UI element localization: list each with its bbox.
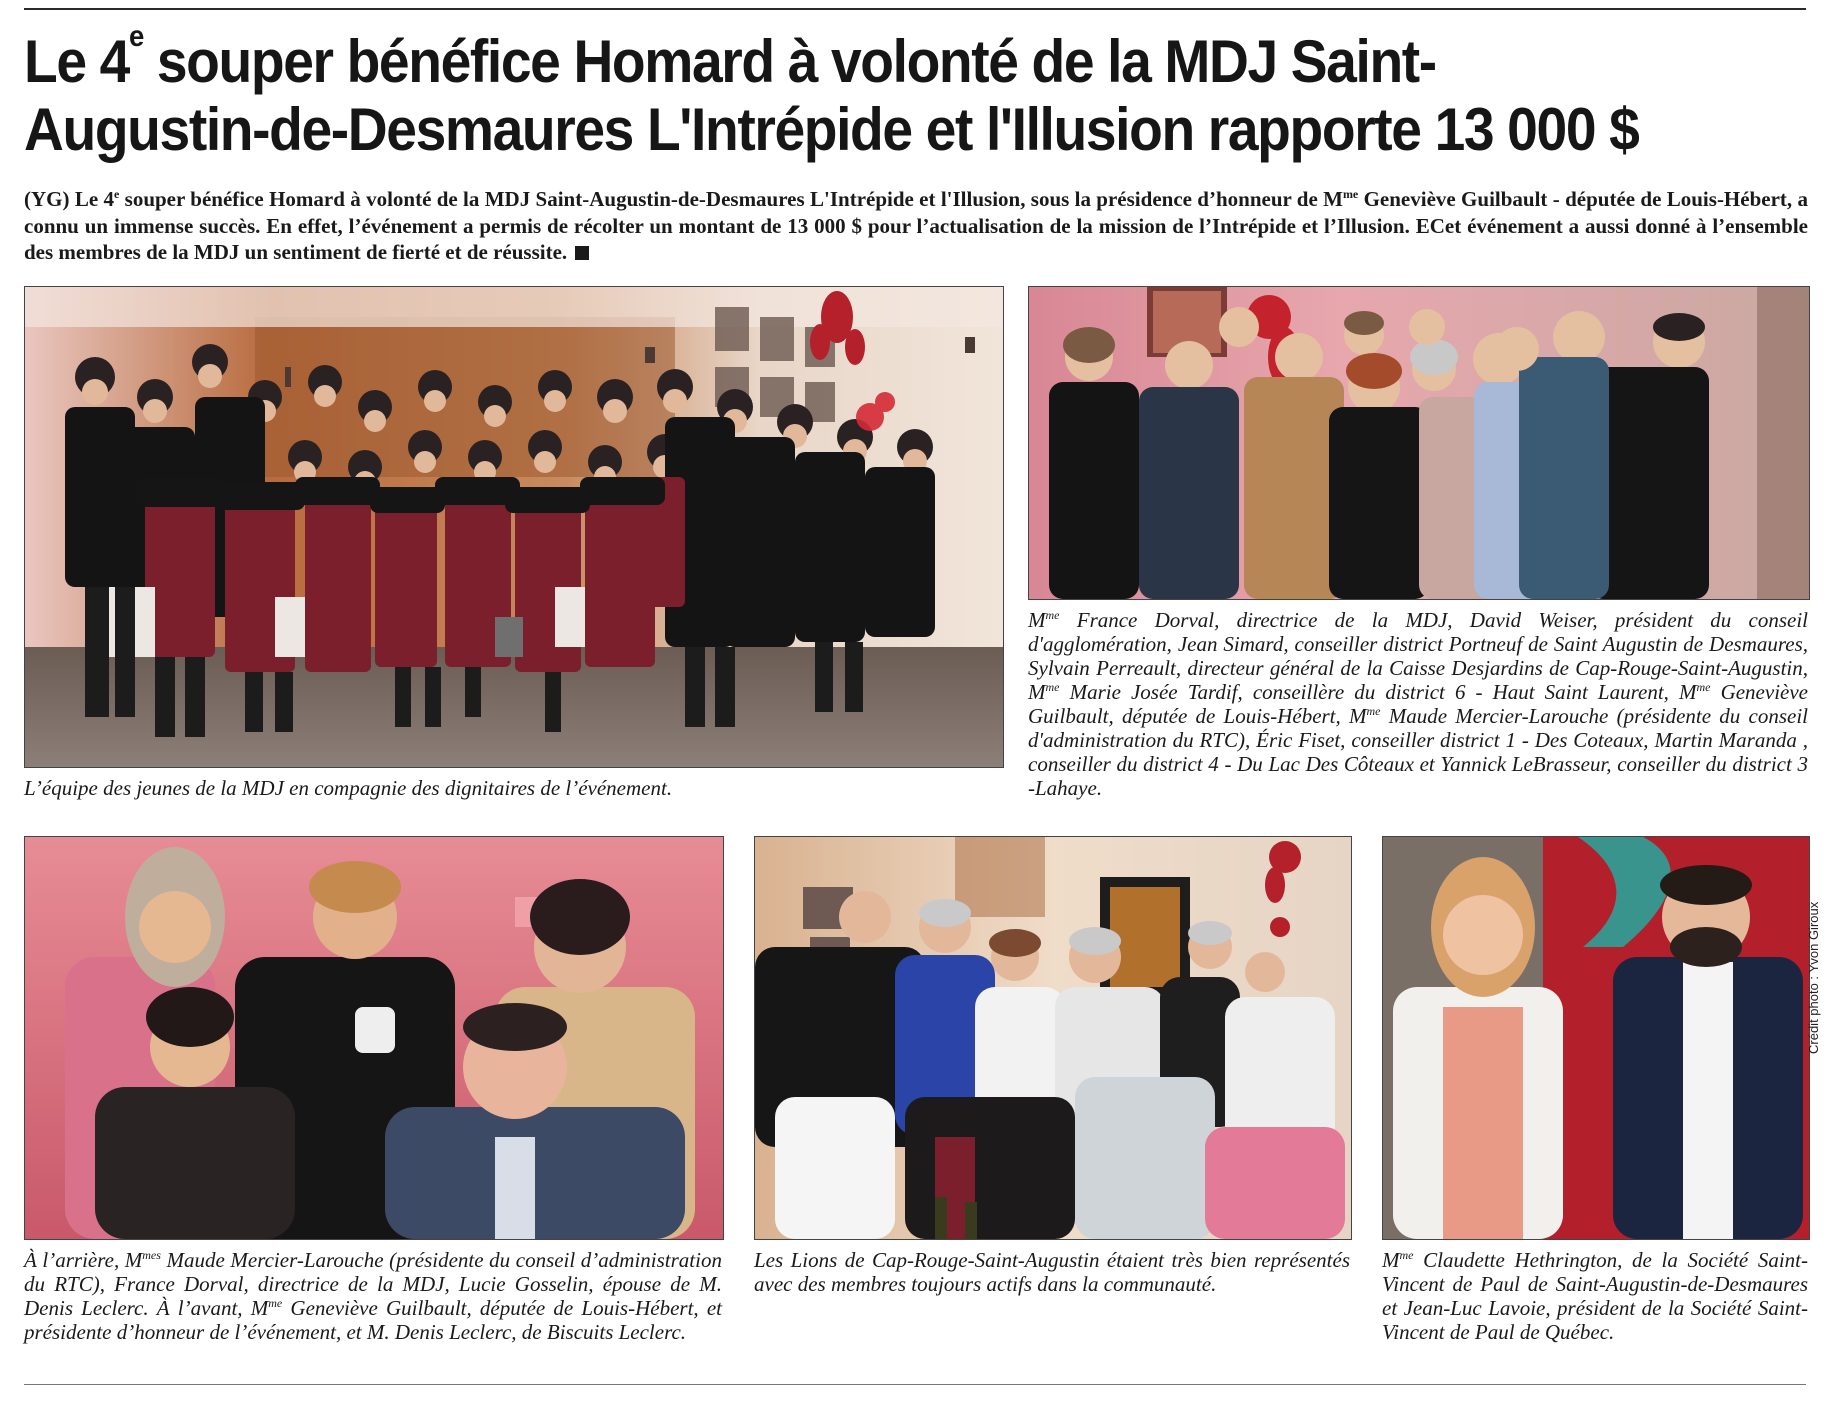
caption-honorary-guests: À l’arrière, $M^{mes}$ Maude Mercier-Larouche (présidente du conseil d’administration du RTC), France Dorval, directrice de la MDJ, Lucie Gosselin, épouse de M. Denis Leclerc. À l’avant, $M^{me}$ Geneviève Guilbault, députée de Louis-Hébert, et présidente d’honneur de l’événement, et M. Denis Leclerc, de Biscuits Leclerc. xyxy=(24,1248,722,1344)
caption-lions-club: Les Lions de Cap-Rouge-Saint-Augustin étaient très bien représentés avec des membres toujours actifs dans la communauté. xyxy=(754,1248,1350,1296)
photo-saint-vincent-de-paul xyxy=(1382,836,1810,1240)
headline: Le 4e souper bénéfice Homard à volonté de la MDJ Saint-Augustin-de-Desmaures L'Intrépide et l'Illusion rapporte 13 000 $ xyxy=(24,20,1639,163)
caption-saint-vincent-de-paul: $M^{me}$ Claudette Hethrington, de la Société Saint-Vincent de Paul de Saint-Augustin-de-Desmaures et Jean-Luc Lavoie, président de la Société Saint-Vincent de Paul de Québec. xyxy=(1382,1248,1808,1344)
caption-youth-team: L’équipe des jeunes de la MDJ en compagnie des dignitaires de l’événement. xyxy=(24,776,673,800)
lead-paragraph: (YG) Le 4e souper bénéfice Homard à volonté de la MDJ Saint-Augustin-de-Desmaures L'Intrépide et l'Illusion, sous la présidence d’honneur de $M^{me}$ Geneviève Guilbault - députée de Louis-Hébert, a connu un immense succès. En effet, l’événement a permis de récolter un montant de 13 000 $ pour l’actualisation de la mission de l’Intrépide et l’Illusion. ECet événement a aussi donné à l’ensemble des membres de la MDJ un sentiment de fierté et de réussite. xyxy=(24,187,1808,264)
bottom-rule xyxy=(24,1384,1806,1385)
photo-youth-team xyxy=(24,286,1004,768)
caption-dignitaries: $M^{me}$ France Dorval, directrice de la MDJ, David Weiser, président du conseil d'agglomération, Jean Simard, conseiller district Portneuf de Saint Augustin de Desmaures, Sylvain Perreault, directeur général de la Caisse Desjardins de Cap-Rouge-Saint-Augustin, $M^{me}$ Marie Josée Tardif, conseillère du district 6 - Haut Saint Laurent, $M^{me}$ Geneviève Guilbault, députée de Louis-Hébert, $M^{me}$ Maude Mercier-Larouche (présidente du conseil d'administration du RTC), Éric Fiset, conseiller district 1 - Des Coteaux, Martin Maranda , conseiller du district 4 - Du Lac Des Côteaux et Yannick LeBrasseur, conseiller du district 3 -Lahaye. xyxy=(1028,608,1808,800)
end-mark xyxy=(575,246,589,260)
photo-honorary-guests xyxy=(24,836,724,1240)
photo-lions-club xyxy=(754,836,1352,1240)
top-rule xyxy=(24,8,1806,10)
photo-credit: Crédit photo : Yvon Giroux xyxy=(1806,901,1821,1054)
photo-dignitaries xyxy=(1028,286,1810,600)
